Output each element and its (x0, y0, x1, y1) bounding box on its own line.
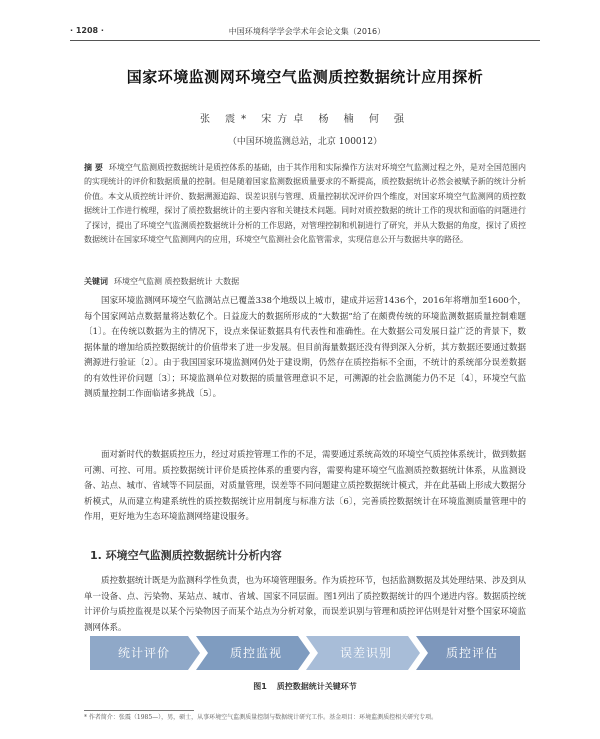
running-head (70, 26, 540, 37)
keywords-label: 关键词 (84, 276, 108, 286)
flow-diagram (90, 636, 520, 670)
body-paragraph-2: 面对新时代的数据质控压力，经过对质控管理工作的不足，需要通过系统高效的环境空气质控体系统计，做到数据可溯、可控、可用。质控数据统计评价是质控体系的重要内容，需要构建环境空气监测质控数据统计体系，从监测设备、站点、城市、省域等不同层面，对质量管理，误差等不同问题建立质控数据统计模式，并在此基础上形成大数据分析模式，从而建立构建系统性的质控数据统计应用制度与标准方法〔6〕，完善质控数据统计在环境监测质量管理中的作用，更好地为生态环境监测网络建设服务。 (84, 450, 527, 522)
abstract-text: 环境空气监测质控数据统计是质控体系的基础，由于其作用和实际操作方法对环境空气监测过程之外，是对全国范围内的实现统计的评价和数据质量的控制。但是随着国家监测数据质量要求的不断提高，质控数据统计必然会被赋予新的统计分析价值。本文从质控统计评价、数据溯源追踪、误差识别与管理、质量控制状况评价四个维度，对国家环境空气监测网的质控数据统计工作进行梳理，探讨了质控数据统计的主要内容和关键技术问题。同时对质控数据的统计工作的现状和面临的问题进行了探讨，提出了环境空气监测质控数据统计分析的工作思路，对管理控制和机制进行了研究，并从大数据的角度，探讨了质控数据统计在国家环境空气监测网内的应用，环境空气监测社会化监管需求，实现信息公开与数据共享的路径。 (84, 163, 526, 245)
figure-number: 图1 (253, 682, 267, 691)
flow-step-3-label: 误差识别 (339, 646, 392, 660)
footnote-rule (84, 710, 194, 711)
abstract (84, 160, 526, 247)
body-paragraph-1: 国家环境监测网环境空气监测站点已覆盖338个地级以上城市，建成并运营1436个，2016年将增加至1600个，每个国家网站点数据量将达数亿个。日益庞大的数据所形成的“大数据”给了在颇费传统的环境监测数据质量控制难题〔1〕。在传统以数据为主的情况下，设点来保证数据具有代表性和准确性。在大数据公司发展日益广泛的背景下，数据体量的增加给质控数据统计的价值带来了进一步发展。但目前海量数据还没有得到深入分析，其方数据还要通过数据溯源进行验证〔2〕。由于我国国家环境监测网仍处于建设期，仍然存在质控指标不全面，不统计的系统部分误差数据的有效性评价问题〔3〕；环境监测单位对数据的质量管理意识不足，可溯源的社会监测能力仍不足〔4〕，环境空气监测质量控制工作面临诸多挑战〔5〕。 (84, 296, 527, 399)
figure-caption (70, 681, 540, 692)
section-heading: 1. 环境空气监测质控数据统计分析内容 (90, 549, 282, 562)
flow-step-4-label: 质控评估 (445, 646, 498, 660)
flow-step-1-label: 统计评价 (117, 646, 170, 660)
abstract-label: 摘 要 (84, 162, 103, 172)
body-paragraph-3: 质控数据统计既是为监测科学性负责，也为环境管理服务。作为质控环节，包括监测数据及其处理结果、涉及到从单一设备、点、污染物、某站点、城市、省域、国家不同层面。图1列出了质控数据统计的四个递进内容。数据质控统计评价与质控监视是以某个污染物因子而某个站点为分析对象，而误差识别与管理和质控评估则是针对整个国家环境监测网体系。 (84, 576, 527, 633)
affiliation: （中国环境监测总站，北京 100012） (227, 137, 383, 147)
keywords-text: 环境空气监测 质控数据统计 大数据 (114, 277, 240, 286)
page-number: · 1208 · (70, 26, 104, 35)
keywords (84, 276, 526, 287)
footnote: * 作者简介：张震（1985—），男，硕士，从事环境空气监测质量控制与数据统计研究工作。基金项目：环境监测质控相关研究专项。 (84, 714, 438, 721)
paper-title: 国家环境监测网环境空气监测质控数据统计应用探析 (126, 68, 484, 86)
header-rule (70, 40, 540, 41)
figure-caption-text: 质控数据统计关键环节 (276, 682, 357, 691)
journal-name: 中国环境科学学会学术年会论文集（2016） (228, 27, 386, 36)
flow-step-2-label: 质控监视 (229, 646, 282, 660)
author-list: 张 震* 宋方卓 杨 楠 何 强 (199, 114, 411, 125)
